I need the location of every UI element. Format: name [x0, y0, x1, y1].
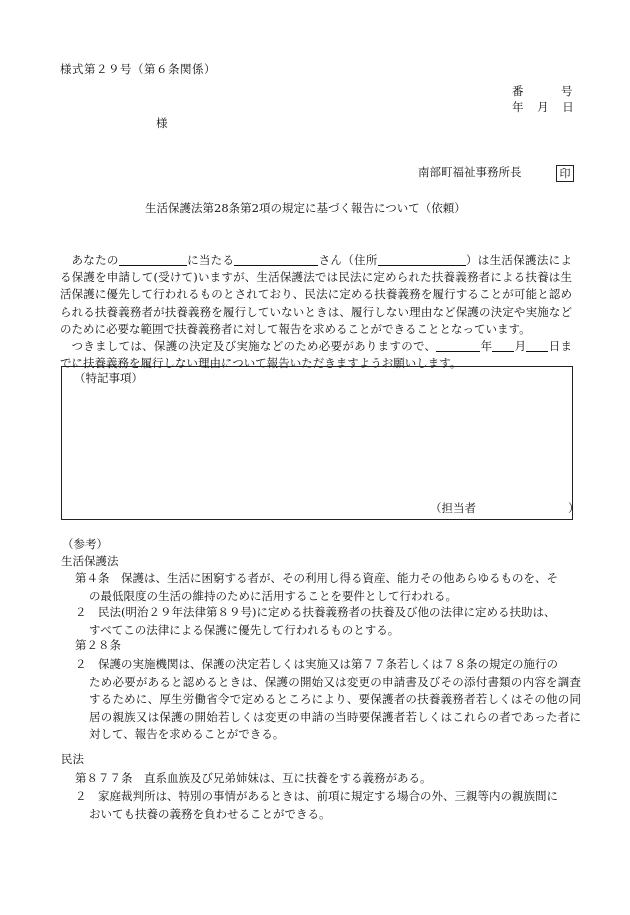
- article-877-paragraph-2-head: ２ 家庭裁判所は、特別の事情があるときは、前項に規定する場合の外、三親等内の親族間に: [75, 789, 558, 803]
- article-28-heading: 第２８条: [75, 638, 121, 652]
- article-4-head: 第４条 保護は、生活に困窮する者が、その利用し得る資産、能力その他あらゆるものを、そ: [75, 571, 558, 585]
- body-paragraph-1: [60, 252, 572, 338]
- number-label: 番: [512, 84, 524, 98]
- article-4-paragraph-2: [61, 604, 581, 639]
- body-text-deadline-prefix: つきましては、保護の決定及び実施などのため必要がありますので、: [71, 339, 437, 354]
- article-4: [61, 570, 581, 605]
- article-28-paragraph-2-head: ２ 保護の実施機関は、保護の決定若しくは実施又は第７７条若しくは７８条の規定の施行の: [75, 657, 558, 671]
- relation-blank: [119, 253, 187, 266]
- document-title: 生活保護法第28条第2項の規定に基づく報告について（依頼）: [145, 201, 466, 215]
- name-blank: [234, 253, 318, 266]
- article-877: [61, 770, 581, 788]
- reference-heading: （参考）: [62, 537, 108, 551]
- year-label: 年: [480, 339, 493, 354]
- article-4-paragraph-2-rest: すべてこの法律による保護に優先して行われるものとする。: [89, 622, 400, 637]
- staff-field: （担当者 ）: [430, 501, 580, 515]
- article-28-paragraph-2-rest: ため必要があると認めるときは、保護の開始又は変更の申請書及びその添付書類の内容を調査するために、厚生労働省令で定めるところにより、要保護者の扶養義務者若しくはその他の同居の親族又は保護の開始若しくは変更の申請の当時要保護者若しくはこれらの者であった者に対して、報告を求めることができる。: [89, 674, 581, 741]
- issuer-name: 南部町福祉事務所長: [418, 165, 522, 179]
- article-4-rest: の最低限度の生活の維持のために活用することを要件として行われる。: [89, 588, 457, 603]
- month-label: 月: [514, 339, 527, 354]
- body-text-relation-prefix: あなたの: [71, 253, 119, 267]
- law-title-civil: 民法: [61, 752, 84, 766]
- request-body: [60, 252, 572, 372]
- form-number: 様式第２９号（第６条関係）: [60, 62, 216, 76]
- day-blank: [526, 339, 548, 352]
- address-blank: [378, 253, 466, 266]
- article-4-paragraph-2-head: ２ 民法(明治２９年法律第８９号)に定める扶養義務者の扶養及び他の法律に定める扶助は、: [75, 605, 556, 619]
- special-notes-label: （特記事項）: [74, 371, 143, 385]
- body-text-relation-suffix: に当たる: [186, 253, 235, 267]
- body-text-deadline-suffix: までに扶養義務を履行しない理由について報告いただきますようお願いします。: [60, 339, 573, 371]
- law-title-welfare: 生活保護法: [61, 554, 119, 568]
- special-notes-box[interactable]: [61, 366, 580, 520]
- body-text-main: ）は生活保護法による保護を申請して(受けて)いますが、生活保護法では民法に定められた扶養義務者による扶養は生活保護に優先して行われるものとされており、民法に定める扶養義務を履行することが可能と認められる扶養義務者が扶養義務を履行していないときは、履行しない理由など保護の決定や実施などのために必要な範囲で扶養義務者に対して報告を求めることができることとなっています。: [60, 253, 572, 336]
- year-blank: [436, 339, 480, 352]
- article-877-paragraph-2-rest: おいても扶養の義務を負わせることができる。: [89, 806, 331, 821]
- month-blank: [492, 339, 514, 352]
- body-text-address-prefix: さん（住所: [318, 253, 378, 267]
- number-suffix: 号: [561, 84, 573, 98]
- date-line: 年 月 日: [512, 100, 574, 114]
- article-877-text: 第８７７条 直系血族及び兄弟姉妹は、互に扶養をする義務がある。: [75, 771, 432, 785]
- addressee-suffix: 様: [156, 116, 168, 130]
- article-28-paragraph-2: [61, 656, 581, 744]
- seal-mark: 印: [556, 165, 574, 182]
- article-877-paragraph-2: [61, 788, 581, 823]
- day-label: 日: [548, 339, 561, 354]
